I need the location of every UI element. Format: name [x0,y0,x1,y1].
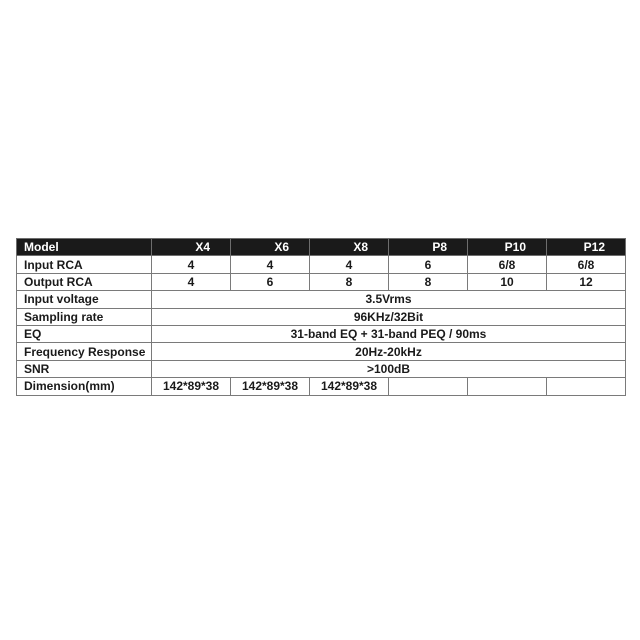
table-cell: 10 [468,273,547,290]
row-label: Dimension(mm) [17,378,152,395]
header-model-p10: P10 [468,239,547,256]
table-cell: 4 [152,273,231,290]
table-cell: 142*89*38 [152,378,231,395]
table-row-input-voltage [17,291,626,308]
table-cell: 142*89*38 [310,378,389,395]
header-model-p8: P8 [389,239,468,256]
table-row-snr [17,360,626,377]
row-label: EQ [17,325,152,342]
table-cell: 142*89*38 [231,378,310,395]
table-cell-merged: >100dB [152,360,626,377]
table-cell: 8 [389,273,468,290]
header-row [17,239,626,256]
spec-table-body [17,256,626,395]
header-model-p12: P12 [547,239,626,256]
table-row-input-rca [17,256,626,273]
row-label: Output RCA [17,273,152,290]
row-label: Frequency Response [17,343,152,360]
row-label: SNR [17,360,152,377]
table-cell: 4 [152,256,231,273]
table-cell [468,378,547,395]
table-cell: 6 [231,273,310,290]
table-row-dimension [17,378,626,395]
table-cell-merged: 96KHz/32Bit [152,308,626,325]
table-cell: 4 [231,256,310,273]
row-label: Input RCA [17,256,152,273]
spec-table [16,238,626,396]
table-row-eq [17,325,626,342]
row-label: Input voltage [17,291,152,308]
header-model-x4: X4 [152,239,231,256]
table-cell [547,378,626,395]
header-label-model: Model [17,239,152,256]
row-label: Sampling rate [17,308,152,325]
table-cell-merged: 3.5Vrms [152,291,626,308]
table-row-frequency-response [17,343,626,360]
table-cell: 8 [310,273,389,290]
table-cell-merged: 31-band EQ + 31-band PEQ / 90ms [152,325,626,342]
table-cell: 4 [310,256,389,273]
table-row-sampling-rate [17,308,626,325]
header-model-x6: X6 [231,239,310,256]
table-cell: 6/8 [547,256,626,273]
spec-table-header [17,239,626,256]
table-row-output-rca [17,273,626,290]
table-cell [389,378,468,395]
table-cell: 6 [389,256,468,273]
table-cell: 12 [547,273,626,290]
table-cell: 6/8 [468,256,547,273]
header-model-x8: X8 [310,239,389,256]
table-cell-merged: 20Hz-20kHz [152,343,626,360]
